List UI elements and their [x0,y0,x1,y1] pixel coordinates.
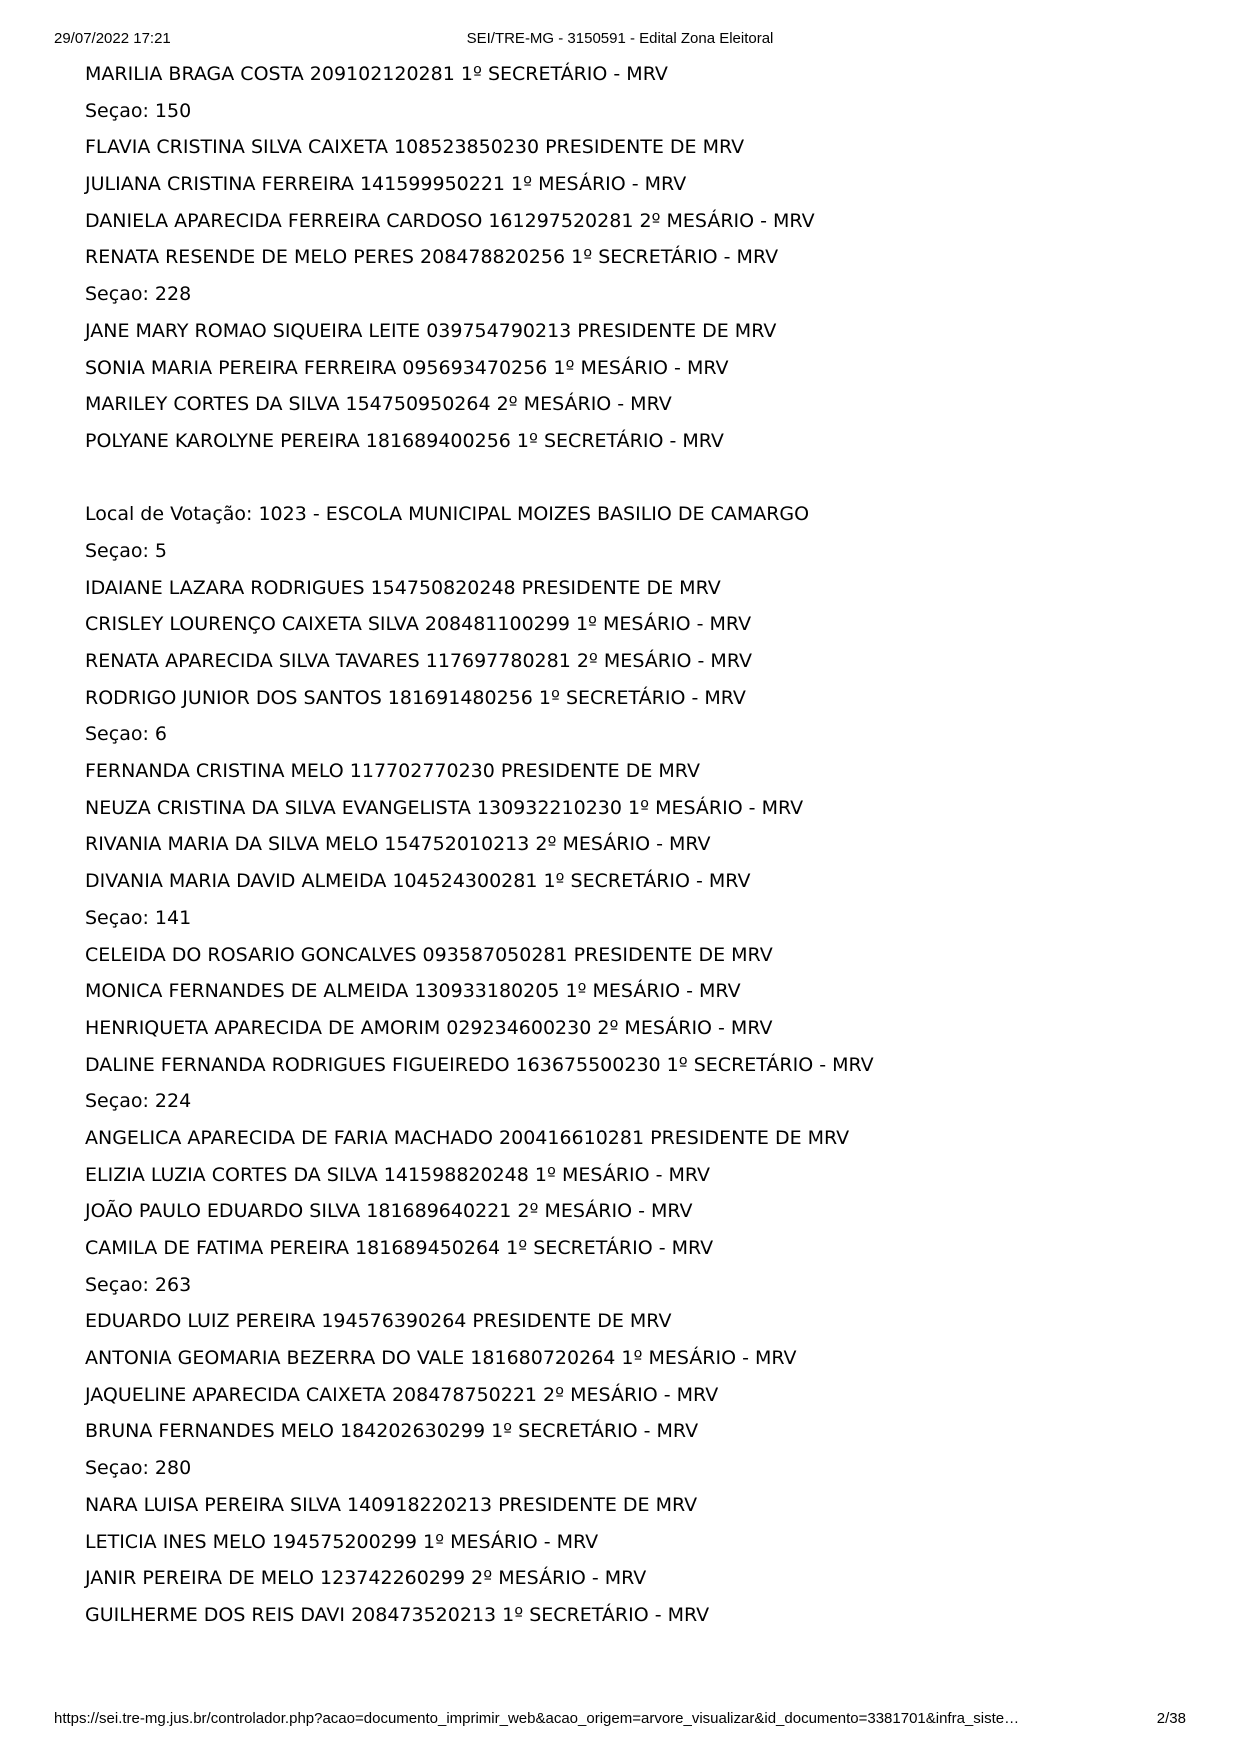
member-line: NEUZA CRISTINA DA SILVA EVANGELISTA 130932210230 1º MESÁRIO - MRV [85,796,804,819]
member-line: DALINE FERNANDA RODRIGUES FIGUEIREDO 163675500230 1º SECRETÁRIO - MRV [85,1053,874,1076]
page-number: 2/38 [1156,1710,1186,1727]
member-line: POLYANE KAROLYNE PEREIRA 181689400256 1º SECRETÁRIO - MRV [85,429,724,452]
member-line: RIVANIA MARIA DA SILVA MELO 154752010213 2º MESÁRIO - MRV [85,833,711,856]
document-body [85,56,1200,1634]
member-line: HENRIQUETA APARECIDA DE AMORIM 029234600230 2º MESÁRIO - MRV [85,1016,773,1039]
member-line: CELEIDA DO ROSARIO GONCALVES 093587050281 PRESIDENTE DE MRV [85,943,773,966]
member-line: RODRIGO JUNIOR DOS SANTOS 181691480256 1º SECRETÁRIO - MRV [85,686,746,709]
member-line: EDUARDO LUIZ PEREIRA 194576390264 PRESIDENTE DE MRV [85,1310,672,1333]
voting-location-heading: Local de Votação: 1023 - ESCOLA MUNICIPAL MOIZES BASILIO DE CAMARGO [85,503,810,526]
document-title: SEI/TRE-MG - 3150591 - Edital Zona Eleitoral [466,30,774,47]
section-heading: Seçao: 228 [85,283,192,306]
member-line: JANIR PEREIRA DE MELO 123742260299 2º MESÁRIO - MRV [85,1567,647,1590]
section-heading: Seçao: 280 [85,1457,192,1480]
print-footer [54,1710,1186,1730]
section-heading: Seçao: 5 [85,539,167,562]
member-line: MONICA FERNANDES DE ALMEIDA 130933180205 1º MESÁRIO - MRV [85,980,741,1003]
member-line: RENATA APARECIDA SILVA TAVARES 117697780281 2º MESÁRIO - MRV [85,650,752,672]
member-line: JOÃO PAULO EDUARDO SILVA 181689640221 2º MESÁRIO - MRV [85,1200,693,1223]
member-line: ELIZIA LUZIA CORTES DA SILVA 141598820248 1º MESÁRIO - MRV [85,1163,711,1186]
member-line: FERNANDA CRISTINA MELO 117702770230 PRESIDENTE DE MRV [85,760,700,783]
member-line: CAMILA DE FATIMA PEREIRA 181689450264 1º SECRETÁRIO - MRV [85,1237,714,1259]
member-line: MARILIA BRAGA COSTA 209102120281 1º SECRETÁRIO - MRV [85,63,668,85]
section-heading: Seçao: 6 [85,723,167,746]
print-header [54,30,1186,50]
member-line: DIVANIA MARIA DAVID ALMEIDA 104524300281 1º SECRETÁRIO - MRV [85,870,751,893]
member-line: JAQUELINE APARECIDA CAIXETA 208478750221 2º MESÁRIO - MRV [85,1383,719,1406]
member-line: JULIANA CRISTINA FERREIRA 141599950221 1º MESÁRIO - MRV [85,173,687,196]
member-line: RENATA RESENDE DE MELO PERES 208478820256 1º SECRETÁRIO - MRV [85,246,779,269]
section-heading: Seçao: 224 [85,1090,192,1113]
member-line: ANGELICA APARECIDA DE FARIA MACHADO 200416610281 PRESIDENTE DE MRV [85,1126,850,1149]
section-heading: Seçao: 150 [85,99,192,122]
print-datetime: 29/07/2022 17:21 [54,30,171,47]
member-line: BRUNA FERNANDES MELO 184202630299 1º SECRETÁRIO - MRV [85,1420,699,1443]
member-line: ANTONIA GEOMARIA BEZERRA DO VALE 181680720264 1º MESÁRIO - MRV [85,1347,797,1370]
member-line: SONIA MARIA PEREIRA FERREIRA 095693470256 1º MESÁRIO - MRV [85,356,729,379]
member-line: GUILHERME DOS REIS DAVI 208473520213 1º SECRETÁRIO - MRV [85,1603,710,1626]
member-line: FLAVIA CRISTINA SILVA CAIXETA 108523850230 PRESIDENTE DE MRV [85,136,745,159]
member-line: JANE MARY ROMAO SIQUEIRA LEITE 039754790213 PRESIDENTE DE MRV [85,319,777,342]
member-line: IDAIANE LAZARA RODRIGUES 154750820248 PRESIDENTE DE MRV [85,576,721,599]
member-line: DANIELA APARECIDA FERREIRA CARDOSO 161297520281 2º MESÁRIO - MRV [85,209,815,232]
member-line: LETICIA INES MELO 194575200299 1º MESÁRIO - MRV [85,1530,599,1553]
blank-line [85,460,1200,497]
member-line: CRISLEY LOURENÇO CAIXETA SILVA 208481100299 1º MESÁRIO - MRV [85,613,752,636]
section-heading: Seçao: 141 [85,906,192,929]
member-line: NARA LUISA PEREIRA SILVA 140918220213 PRESIDENTE DE MRV [85,1493,698,1516]
document-url[interactable]: https://sei.tre-mg.jus.br/controlador.php?acao=documento_imprimir_web&acao_origem=arvore_visualizar&id_documento=3381701&infra_siste… [54,1710,1020,1727]
member-line: MARILEY CORTES DA SILVA 154750950264 2º MESÁRIO - MRV [85,393,672,416]
section-heading: Seçao: 263 [85,1273,192,1296]
